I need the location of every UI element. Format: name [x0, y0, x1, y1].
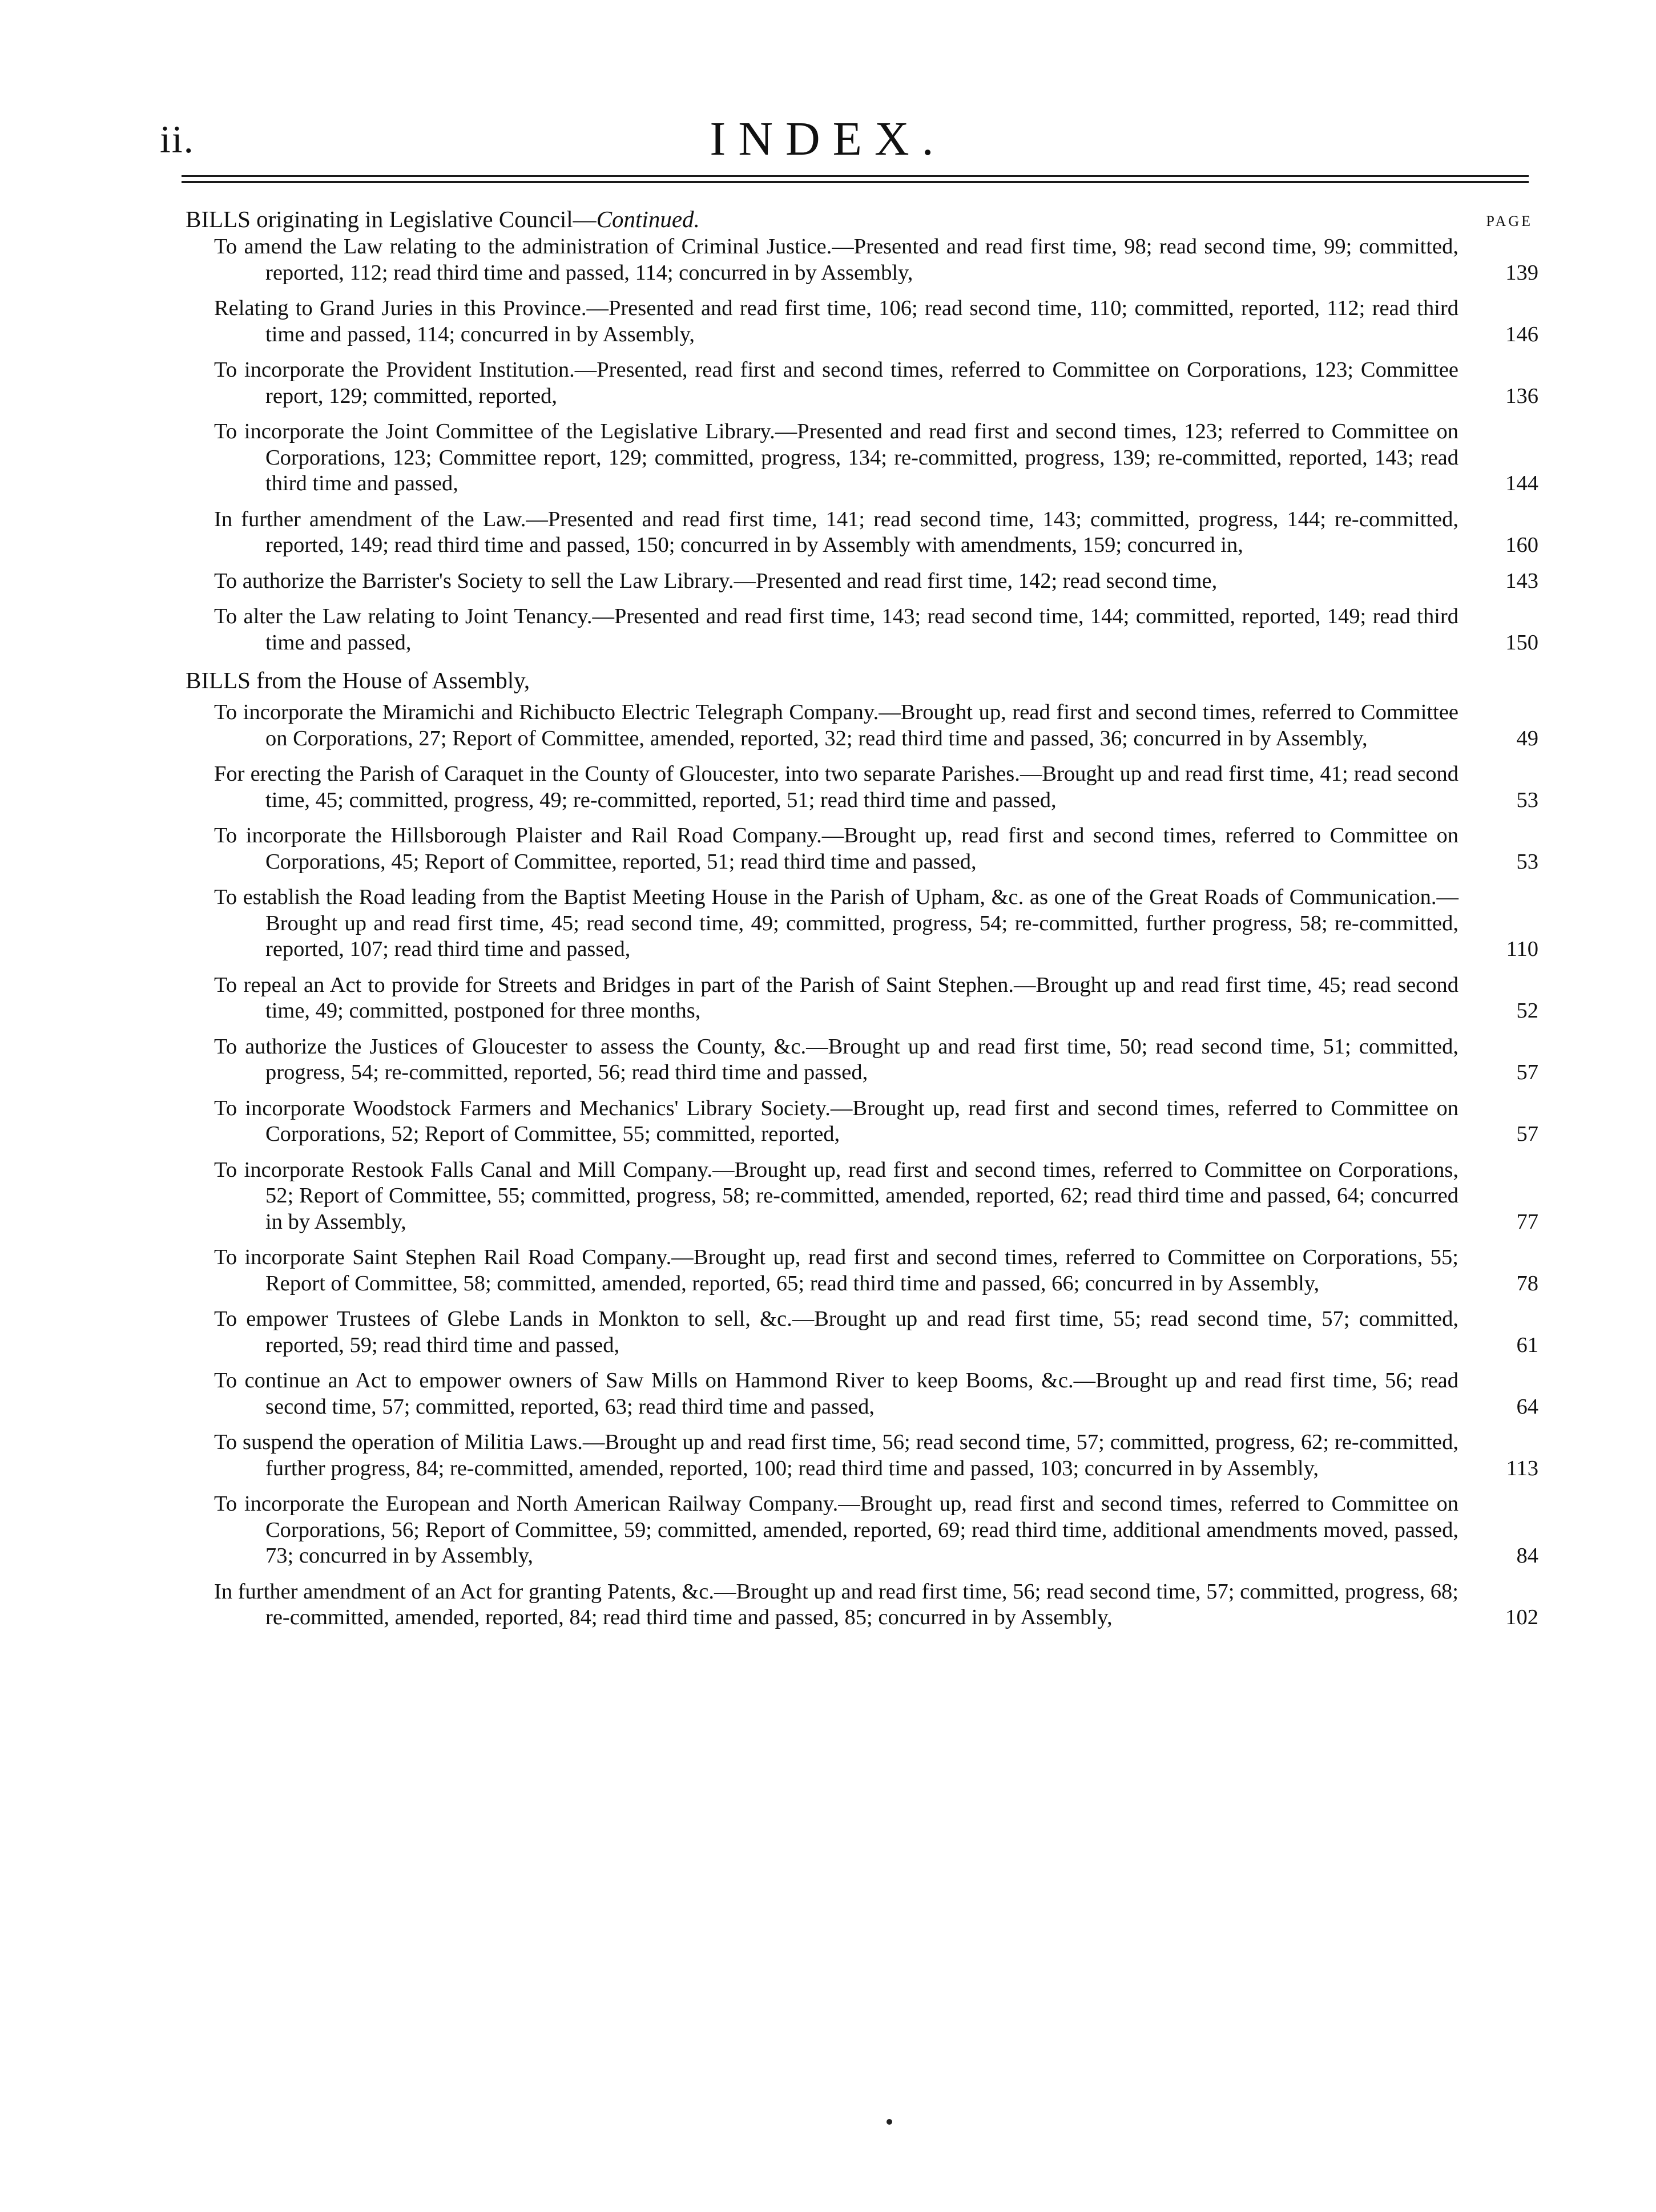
entry-page-number: 57 — [1516, 1122, 1538, 1146]
entry-page-number: 64 — [1516, 1394, 1538, 1419]
entry-text: To authorize the Justices of Gloucester to assess the County, &c.—Brought up and read first time, 50; read second time, 51; committed, progress, 54; re-committed, reported, 56; read third time and passed, — [214, 1034, 1458, 1084]
index-entry — [186, 1491, 1538, 1569]
index-entry — [186, 1306, 1538, 1358]
page-folio: ii. — [160, 118, 195, 161]
entry-page-number: 150 — [1505, 630, 1538, 655]
entry-page-number: 144 — [1505, 471, 1538, 495]
entry-text: To incorporate the European and North American Railway Company.—Brought up, read first and second times, referred to Committee on Corporations, 56; Report of Committee, 59; committed, amended, reported, 69; read third time, additional amendments moved, passed, 73; concurred in by Assembly, — [214, 1492, 1458, 1568]
page-column-label: PAGE — [1486, 213, 1533, 229]
entry-page-number: 143 — [1505, 568, 1538, 593]
index-entry — [186, 604, 1538, 656]
entry-page-number: 146 — [1505, 322, 1538, 346]
index-entry — [186, 972, 1538, 1024]
index-entry — [186, 419, 1538, 497]
section-heading-continued: Continued. — [596, 206, 700, 232]
entry-text: To suspend the operation of Militia Laws.—Brought up and read first time, 56; read second time, 57; committed, progress, 62; re-committed, further progress, 84; re-committed, amended, reported, 100; read third time and passed, 103; concurred in by Assembly, — [214, 1430, 1458, 1480]
header-rule-thin — [182, 175, 1529, 177]
entry-text: To incorporate Restook Falls Canal and Mill Company.—Brought up, read first and second times, referred to Committee on Corporations, 52; Report of Committee, 55; committed, progress, 58; re-committed, amended, reported, 62; read third time and passed, 64; concurred in by Assembly, — [214, 1157, 1458, 1234]
index-entry — [186, 1034, 1538, 1086]
entries-council — [186, 234, 1538, 656]
entry-page-number: 53 — [1516, 849, 1538, 874]
entry-text: To alter the Law relating to Joint Tenancy.—Presented and read first time, 143; read second time, 144; committed, reported, 149; read third time and passed, — [214, 604, 1458, 655]
index-entry — [186, 357, 1538, 409]
header-rule-thick — [182, 181, 1529, 183]
page-title: INDEX. — [710, 112, 946, 166]
index-entry — [186, 568, 1538, 595]
entry-text: To incorporate the Provident Institution.—Presented, read first and second times, referred to Committee on Corporations, 123; Committee report, 129; committed, reported, — [214, 358, 1458, 408]
entry-page-number: 57 — [1516, 1060, 1538, 1084]
section-heading-assembly: BILLS from the House of Assembly, — [186, 667, 530, 693]
entry-page-number: 77 — [1516, 1209, 1538, 1234]
entry-page-number: 61 — [1516, 1333, 1538, 1357]
index-content — [186, 204, 1538, 1641]
entry-text: To empower Trustees of Glebe Lands in Monkton to sell, &c.—Brought up and read first time, 55; read second time, 57; committed, reported, 59; read third time and passed, — [214, 1307, 1458, 1357]
entry-text: In further amendment of an Act for granting Patents, &c.—Brought up and read first time, 56; read second time, 57; committed, progress, 68; re-committed, amended, reported, 84; read third time and passed, 85; concurred in by Assembly, — [214, 1579, 1458, 1629]
index-entry — [186, 1245, 1538, 1297]
entry-page-number: 84 — [1516, 1544, 1538, 1568]
index-entry — [186, 1368, 1538, 1420]
entry-page-number: 113 — [1506, 1456, 1538, 1480]
index-entry — [186, 296, 1538, 348]
entry-text: To incorporate Woodstock Farmers and Mechanics' Library Society.—Brought up, read first and second times, referred to Committee on Corporations, 52; Report of Committee, 55; committed, reported, — [214, 1096, 1458, 1146]
entry-text: To repeal an Act to provide for Streets and Bridges in part of the Parish of Saint Stephen.—Brought up and read first time, 45; read second time, 49; committed, postponed for three months, — [214, 972, 1458, 1023]
index-entry — [186, 1579, 1538, 1631]
entry-text: Relating to Grand Juries in this Province.—Presented and read first time, 106; read second time, 110; committed, reported, 112; read third time and passed, 114; concurred in by Assembly, — [214, 296, 1458, 346]
entry-page-number: 160 — [1505, 533, 1538, 557]
entry-page-number: 102 — [1505, 1605, 1538, 1629]
entry-text: To incorporate the Hillsborough Plaister and Rail Road Company.—Brought up, read first and second times, referred to Committee on Corporations, 45; Report of Committee, reported, 51; read third time and passed, — [214, 824, 1458, 874]
entry-page-number: 139 — [1505, 260, 1538, 285]
ink-dot — [887, 2119, 892, 2125]
index-entry — [186, 507, 1538, 559]
entry-page-number: 136 — [1505, 384, 1538, 408]
entry-text: To incorporate the Miramichi and Richibucto Electric Telegraph Company.—Brought up, read first and second times, referred to Committee on Corporations, 27; Report of Committee, amended, reported, 32; read third time and passed, 36; concurred in by Assembly, — [214, 700, 1458, 750]
index-entry — [186, 1096, 1538, 1148]
index-entry — [186, 234, 1538, 286]
entry-text: To authorize the Barrister's Society to sell the Law Library.—Presented and read first time, 142; read second time, — [214, 568, 1218, 593]
entry-text: To incorporate Saint Stephen Rail Road Company.—Brought up, read first and second times, referred to Committee on Corporations, 55; Report of Committee, 58; committed, amended, reported, 65; read third time and passed, 66; concurred in by Assembly, — [214, 1245, 1458, 1295]
index-entry — [186, 761, 1538, 813]
index-entry — [186, 1157, 1538, 1236]
index-entry — [186, 1430, 1538, 1482]
index-entry — [186, 823, 1538, 875]
section-heading-text: BILLS originating in Legislative Council— — [186, 206, 597, 232]
index-entry — [186, 700, 1538, 752]
entry-page-number: 52 — [1516, 999, 1538, 1023]
entry-text: To amend the Law relating to the administration of Criminal Justice.—Presented and read first time, 98; read second time, 99; committed, reported, 112; read third time and passed, 114; concurred in by Assembly, — [214, 235, 1458, 285]
entry-text: In further amendment of the Law.—Presented and read first time, 141; read second time, 143; committed, progress, 144; re-committed, reported, 149; read third time and passed, 150; concurred in by Assembly with amendments, 159; concurred in, — [214, 507, 1458, 557]
index-entry — [186, 885, 1538, 963]
entry-page-number: 110 — [1506, 937, 1538, 961]
entry-page-number: 53 — [1516, 788, 1538, 812]
entry-page-number: 49 — [1516, 726, 1538, 750]
entries-assembly — [186, 700, 1538, 1631]
section-heading-council — [186, 206, 700, 232]
entry-text: To continue an Act to empower owners of Saw Mills on Hammond River to keep Booms, &c.—Brought up and read first time, 56; read second time, 57; committed, reported, 63; read third time and passed, — [214, 1369, 1458, 1419]
entry-text: To establish the Road leading from the Baptist Meeting House in the Parish of Upham, &c. as one of the Great Roads of Communication.—Brought up and read first time, 45; read second time, 49; committed, progress, 54; re-committed, further progress, 58; re-committed, reported, 107; read third time and passed, — [214, 885, 1458, 961]
entry-text: For erecting the Parish of Caraquet in the County of Gloucester, into two separate Parishes.—Brought up and read first time, 41; read second time, 45; committed, progress, 49; re-committed, reported, 51; read third time and passed, — [214, 762, 1458, 812]
entry-page-number: 78 — [1516, 1271, 1538, 1295]
entry-text: To incorporate the Joint Committee of the Legislative Library.—Presented and read first and second times, 123; referred to Committee on Corporations, 123; Committee report, 129; committed, progress, 134; re-committed, progress, 139; re-committed, reported, 143; read third time and passed, — [214, 419, 1458, 495]
section-heading-row — [186, 204, 1538, 234]
